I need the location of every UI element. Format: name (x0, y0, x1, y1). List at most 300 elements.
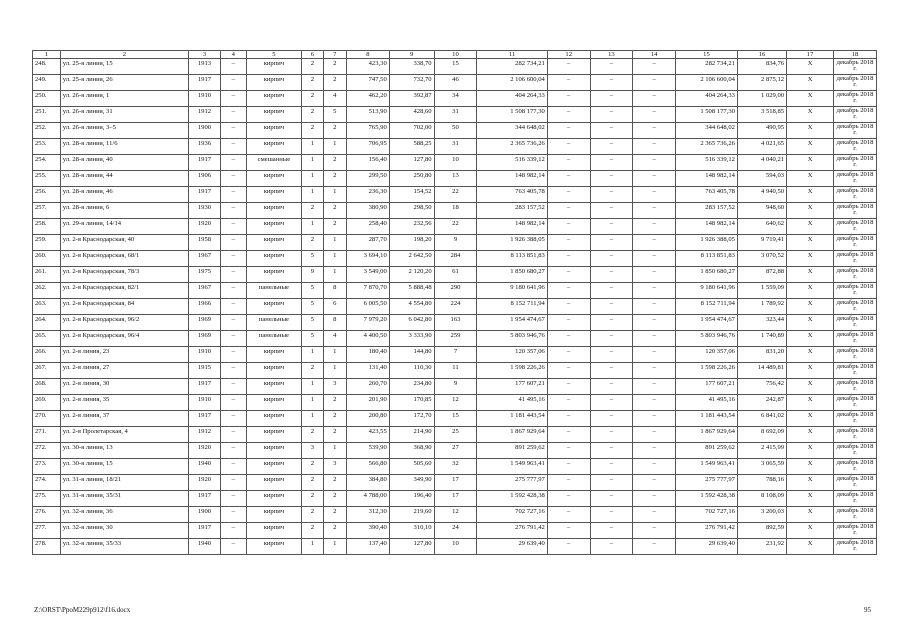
cell-living-area: 310,10 (389, 523, 434, 539)
cell-col-14: – (633, 187, 676, 203)
cell-address: ул. 31-я линия, 18/21 (60, 475, 188, 491)
cell-floors: 2 (302, 203, 323, 219)
cell-col-14: – (633, 475, 676, 491)
cell-floors: 1 (302, 171, 323, 187)
cell-col-4: – (221, 91, 247, 107)
cell-cost-total: 275 777,97 (675, 475, 737, 491)
cell-completion-date: декабрь 2018 г. (834, 491, 877, 507)
cell-col-12: – (547, 59, 590, 75)
cell-col-13: – (590, 219, 633, 235)
cell-wall-material: кирпич (246, 235, 302, 251)
cell-cost-total: 177 607,21 (675, 379, 737, 395)
cell-entrances: 2 (323, 395, 347, 411)
cell-col-13: – (590, 299, 633, 315)
column-header: 4 (221, 51, 247, 59)
cell-col-13: – (590, 475, 633, 491)
cell-col-12: – (547, 91, 590, 107)
cell-completion-date: декабрь 2018 г. (834, 507, 877, 523)
cell-entrances: 1 (323, 363, 347, 379)
cell-entrances: 6 (323, 299, 347, 315)
column-header: 15 (675, 51, 737, 59)
cell-entrances: 1 (323, 347, 347, 363)
cell-floors: 1 (302, 139, 323, 155)
cell-completion-date: декабрь 2018 г. (834, 107, 877, 123)
cell-total-cost: 120 357,06 (477, 347, 548, 363)
cell-year-built: 1917 (188, 523, 220, 539)
table-row (33, 123, 877, 139)
table-row (33, 139, 877, 155)
cell-entrances: 2 (323, 523, 347, 539)
table-row (33, 203, 877, 219)
cell-entrances: 2 (323, 491, 347, 507)
cell-living-area: 505,60 (389, 459, 434, 475)
table-row (33, 363, 877, 379)
cell-residents: 9 (434, 235, 477, 251)
cell-cost-per-sqm: 323,44 (737, 315, 786, 331)
cell-living-area: 172,70 (389, 411, 434, 427)
table-row (33, 155, 877, 171)
cell-col-12: – (547, 139, 590, 155)
cell-row-number: 276. (33, 507, 61, 523)
cell-total-area: 287,70 (347, 235, 390, 251)
column-header: 9 (389, 51, 434, 59)
cell-total-area: 260,70 (347, 379, 390, 395)
cell-cost-per-sqm: 1 789,92 (737, 299, 786, 315)
cell-total-area: 131,40 (347, 363, 390, 379)
cell-living-area: 428,60 (389, 107, 434, 123)
cell-total-cost: 148 982,14 (477, 171, 548, 187)
cell-col-13: – (590, 75, 633, 91)
cell-col-4: – (221, 299, 247, 315)
cell-total-cost: 1 549 963,41 (477, 459, 548, 475)
cell-col-14: – (633, 443, 676, 459)
cell-cost-total: 120 357,06 (675, 347, 737, 363)
cell-living-area: 338,70 (389, 59, 434, 75)
cell-col-14: – (633, 379, 676, 395)
cell-total-area: 539,90 (347, 443, 390, 459)
cell-residents: 284 (434, 251, 477, 267)
cell-year-built: 1966 (188, 299, 220, 315)
cell-row-number: 277. (33, 523, 61, 539)
cell-residents: 259 (434, 331, 477, 347)
cell-total-cost: 276 791,42 (477, 523, 548, 539)
cell-wall-material: кирпич (246, 203, 302, 219)
cell-living-area: 196,40 (389, 491, 434, 507)
cell-col-12: – (547, 267, 590, 283)
cell-year-built: 1900 (188, 123, 220, 139)
cell-entrances: 1 (323, 139, 347, 155)
cell-address: ул. 25-я линия, 26 (60, 75, 188, 91)
cell-year-built: 1915 (188, 363, 220, 379)
cell-col-4: – (221, 363, 247, 379)
cell-total-cost: 8 152 711,94 (477, 299, 548, 315)
cell-col-13: – (590, 459, 633, 475)
column-header: 1 (33, 51, 61, 59)
cell-total-area: 4 400,50 (347, 331, 390, 347)
cell-cost-per-sqm: 788,16 (737, 475, 786, 491)
cell-address: ул. 31-я линия, 35/31 (60, 491, 188, 507)
cell-row-number: 249. (33, 75, 61, 91)
table-row (33, 187, 877, 203)
cell-total-cost: 283 157,52 (477, 203, 548, 219)
cell-cost-per-sqm: 9 719,41 (737, 235, 786, 251)
cell-mark: X (787, 171, 834, 187)
cell-wall-material: кирпич (246, 539, 302, 555)
cell-cost-per-sqm: 8 108,09 (737, 491, 786, 507)
cell-col-4: – (221, 475, 247, 491)
cell-year-built: 1920 (188, 219, 220, 235)
cell-address: ул. 2-я линия, 30 (60, 379, 188, 395)
cell-cost-total: 1 508 177,30 (675, 107, 737, 123)
cell-floors: 2 (302, 507, 323, 523)
cell-floors: 1 (302, 539, 323, 555)
cell-total-cost: 702 727,16 (477, 507, 548, 523)
cell-wall-material: кирпич (246, 171, 302, 187)
cell-cost-per-sqm: 4 940,50 (737, 187, 786, 203)
cell-total-area: 4 788,00 (347, 491, 390, 507)
cell-residents: 12 (434, 395, 477, 411)
cell-row-number: 252. (33, 123, 61, 139)
cell-row-number: 254. (33, 155, 61, 171)
cell-wall-material: кирпич (246, 459, 302, 475)
cell-residents: 7 (434, 347, 477, 363)
cell-mark: X (787, 219, 834, 235)
cell-living-area: 298,50 (389, 203, 434, 219)
cell-col-4: – (221, 203, 247, 219)
cell-wall-material: кирпич (246, 107, 302, 123)
cell-col-14: – (633, 155, 676, 171)
cell-cost-total: 282 734,21 (675, 59, 737, 75)
cell-living-area: 144,80 (389, 347, 434, 363)
cell-total-cost: 9 180 641,96 (477, 283, 548, 299)
cell-total-area: 513,90 (347, 107, 390, 123)
column-header: 18 (834, 51, 877, 59)
cell-row-number: 259. (33, 235, 61, 251)
cell-col-13: – (590, 283, 633, 299)
cell-total-cost: 148 982,14 (477, 219, 548, 235)
cell-year-built: 1958 (188, 235, 220, 251)
cell-total-cost: 404 264,33 (477, 91, 548, 107)
cell-living-area: 588,25 (389, 139, 434, 155)
column-header: 17 (787, 51, 834, 59)
cell-col-14: – (633, 395, 676, 411)
cell-total-area: 180,40 (347, 347, 390, 363)
cell-wall-material: кирпич (246, 139, 302, 155)
cell-completion-date: декабрь 2018 г. (834, 251, 877, 267)
cell-residents: 10 (434, 155, 477, 171)
cell-wall-material: кирпич (246, 267, 302, 283)
cell-cost-total: 344 648,02 (675, 123, 737, 139)
cell-row-number: 248. (33, 59, 61, 75)
cell-total-cost: 763 405,78 (477, 187, 548, 203)
cell-col-14: – (633, 459, 676, 475)
cell-col-12: – (547, 427, 590, 443)
cell-col-12: – (547, 315, 590, 331)
cell-cost-total: 148 982,14 (675, 171, 737, 187)
column-header: 13 (590, 51, 633, 59)
cell-completion-date: декабрь 2018 г. (834, 459, 877, 475)
cell-col-13: – (590, 107, 633, 123)
cell-entrances: 2 (323, 171, 347, 187)
cell-entrances: 8 (323, 283, 347, 299)
cell-wall-material: кирпич (246, 299, 302, 315)
cell-mark: X (787, 443, 834, 459)
cell-mark: X (787, 75, 834, 91)
cell-year-built: 1920 (188, 443, 220, 459)
cell-cost-per-sqm: 948,60 (737, 203, 786, 219)
cell-total-cost: 1 592 428,38 (477, 491, 548, 507)
cell-col-13: – (590, 235, 633, 251)
cell-row-number: 267. (33, 363, 61, 379)
cell-completion-date: декабрь 2018 г. (834, 427, 877, 443)
cell-col-13: – (590, 539, 633, 555)
cell-cost-total: 5 803 946,76 (675, 331, 737, 347)
cell-total-area: 299,50 (347, 171, 390, 187)
cell-mark: X (787, 315, 834, 331)
cell-floors: 2 (302, 235, 323, 251)
cell-year-built: 1900 (188, 507, 220, 523)
cell-mark: X (787, 507, 834, 523)
cell-year-built: 1910 (188, 347, 220, 363)
cell-col-4: – (221, 187, 247, 203)
cell-col-13: – (590, 347, 633, 363)
cell-col-14: – (633, 491, 676, 507)
cell-col-12: – (547, 507, 590, 523)
cell-cost-per-sqm: 2 415,99 (737, 443, 786, 459)
cell-total-area: 156,40 (347, 155, 390, 171)
cell-year-built: 1969 (188, 315, 220, 331)
cell-cost-per-sqm: 640,62 (737, 219, 786, 235)
cell-total-cost: 282 734,21 (477, 59, 548, 75)
cell-cost-per-sqm: 892,59 (737, 523, 786, 539)
cell-total-area: 765,90 (347, 123, 390, 139)
cell-mark: X (787, 459, 834, 475)
cell-year-built: 1906 (188, 171, 220, 187)
cell-total-area: 137,40 (347, 539, 390, 555)
cell-completion-date: декабрь 2018 г. (834, 475, 877, 491)
cell-col-14: – (633, 267, 676, 283)
cell-cost-total: 276 791,42 (675, 523, 737, 539)
table-row (33, 75, 877, 91)
cell-col-4: – (221, 251, 247, 267)
cell-col-13: – (590, 331, 633, 347)
cell-completion-date: декабрь 2018 г. (834, 75, 877, 91)
cell-mark: X (787, 59, 834, 75)
cell-completion-date: декабрь 2018 г. (834, 395, 877, 411)
cell-col-13: – (590, 315, 633, 331)
cell-floors: 2 (302, 59, 323, 75)
column-header: 7 (323, 51, 347, 59)
cell-entrances: 2 (323, 59, 347, 75)
cell-mark: X (787, 411, 834, 427)
cell-year-built: 1912 (188, 427, 220, 443)
cell-wall-material: панельные (246, 315, 302, 331)
cell-total-area: 3 549,00 (347, 267, 390, 283)
cell-total-cost: 8 113 851,83 (477, 251, 548, 267)
cell-entrances: 5 (323, 107, 347, 123)
cell-address: ул. 25-я линия, 15 (60, 59, 188, 75)
cell-address: ул. 2-я Краснодарская, 96/4 (60, 331, 188, 347)
cell-completion-date: декабрь 2018 г. (834, 203, 877, 219)
cell-col-14: – (633, 315, 676, 331)
cell-total-cost: 1 867 929,64 (477, 427, 548, 443)
table-row (33, 395, 877, 411)
cell-cost-per-sqm: 872,88 (737, 267, 786, 283)
cell-residents: 15 (434, 59, 477, 75)
cell-row-number: 256. (33, 187, 61, 203)
cell-living-area: 110,30 (389, 363, 434, 379)
cell-year-built: 1910 (188, 91, 220, 107)
cell-total-cost: 1 508 177,30 (477, 107, 548, 123)
cell-cost-total: 29 639,40 (675, 539, 737, 555)
cell-entrances: 4 (323, 331, 347, 347)
cell-col-4: – (221, 155, 247, 171)
cell-row-number: 257. (33, 203, 61, 219)
cell-total-area: 7 870,70 (347, 283, 390, 299)
cell-wall-material: кирпич (246, 91, 302, 107)
cell-total-cost: 41 495,16 (477, 395, 548, 411)
cell-completion-date: декабрь 2018 г. (834, 347, 877, 363)
cell-completion-date: декабрь 2018 г. (834, 363, 877, 379)
cell-living-area: 154,52 (389, 187, 434, 203)
cell-col-14: – (633, 523, 676, 539)
cell-mark: X (787, 491, 834, 507)
cell-wall-material: кирпич (246, 347, 302, 363)
cell-total-cost: 891 259,62 (477, 443, 548, 459)
cell-row-number: 269. (33, 395, 61, 411)
cell-col-14: – (633, 219, 676, 235)
cell-row-number: 260. (33, 251, 61, 267)
table-row (33, 427, 877, 443)
cell-total-area: 7 979,20 (347, 315, 390, 331)
cell-living-area: 214,90 (389, 427, 434, 443)
cell-year-built: 1917 (188, 379, 220, 395)
cell-completion-date: декабрь 2018 г. (834, 187, 877, 203)
cell-total-area: 380,90 (347, 203, 390, 219)
cell-residents: 163 (434, 315, 477, 331)
cell-mark: X (787, 235, 834, 251)
column-header: 11 (477, 51, 548, 59)
cell-year-built: 1920 (188, 475, 220, 491)
table-row (33, 539, 877, 555)
table-row (33, 91, 877, 107)
cell-row-number: 278. (33, 539, 61, 555)
cell-residents: 31 (434, 139, 477, 155)
cell-row-number: 274. (33, 475, 61, 491)
column-header: 16 (737, 51, 786, 59)
cell-col-14: – (633, 507, 676, 523)
cell-col-4: – (221, 107, 247, 123)
cell-cost-per-sqm: 6 841,02 (737, 411, 786, 427)
cell-col-4: – (221, 539, 247, 555)
cell-row-number: 272. (33, 443, 61, 459)
cell-cost-per-sqm: 490,95 (737, 123, 786, 139)
cell-row-number: 263. (33, 299, 61, 315)
cell-cost-per-sqm: 3 200,03 (737, 507, 786, 523)
cell-residents: 9 (434, 379, 477, 395)
column-header: 6 (302, 51, 323, 59)
cell-living-area: 2 642,50 (389, 251, 434, 267)
cell-col-12: – (547, 299, 590, 315)
page-number: 95 (864, 606, 871, 614)
cell-living-area: 6 042,80 (389, 315, 434, 331)
cell-floors: 5 (302, 283, 323, 299)
cell-col-13: – (590, 59, 633, 75)
cell-col-12: – (547, 347, 590, 363)
cell-entrances: 3 (323, 459, 347, 475)
cell-entrances: 1 (323, 267, 347, 283)
cell-col-4: – (221, 459, 247, 475)
cell-col-12: – (547, 491, 590, 507)
cell-row-number: 270. (33, 411, 61, 427)
cell-col-14: – (633, 75, 676, 91)
cell-residents: 10 (434, 539, 477, 555)
cell-residents: 17 (434, 491, 477, 507)
cell-living-area: 702,00 (389, 123, 434, 139)
table-row (33, 443, 877, 459)
cell-total-area: 706,95 (347, 139, 390, 155)
cell-floors: 9 (302, 267, 323, 283)
cell-floors: 2 (302, 75, 323, 91)
cell-col-13: – (590, 91, 633, 107)
cell-wall-material: кирпич (246, 187, 302, 203)
cell-floors: 3 (302, 443, 323, 459)
cell-mark: X (787, 363, 834, 379)
cell-mark: X (787, 539, 834, 555)
cell-total-area: 312,30 (347, 507, 390, 523)
cell-col-12: – (547, 539, 590, 555)
cell-address: ул. 2-я Краснодарская, 82/1 (60, 283, 188, 299)
cell-total-cost: 1 850 680,27 (477, 267, 548, 283)
cell-floors: 1 (302, 187, 323, 203)
cell-col-4: – (221, 267, 247, 283)
cell-cost-total: 283 157,52 (675, 203, 737, 219)
cell-wall-material: кирпич (246, 411, 302, 427)
cell-address: ул. 28-я линия, 11/6 (60, 139, 188, 155)
cell-cost-per-sqm: 1 740,89 (737, 331, 786, 347)
cell-row-number: 271. (33, 427, 61, 443)
cell-col-12: – (547, 155, 590, 171)
cell-wall-material: панельные (246, 331, 302, 347)
cell-mark: X (787, 475, 834, 491)
cell-col-13: – (590, 267, 633, 283)
cell-cost-per-sqm: 3 518,85 (737, 107, 786, 123)
cell-residents: 27 (434, 443, 477, 459)
cell-year-built: 1967 (188, 283, 220, 299)
cell-entrances: 2 (323, 219, 347, 235)
cell-year-built: 1975 (188, 267, 220, 283)
cell-total-area: 200,80 (347, 411, 390, 427)
cell-floors: 2 (302, 107, 323, 123)
cell-col-4: – (221, 171, 247, 187)
cell-entrances: 2 (323, 411, 347, 427)
cell-mark: X (787, 395, 834, 411)
cell-completion-date: декабрь 2018 г. (834, 411, 877, 427)
document-table-container (32, 50, 877, 555)
cell-cost-per-sqm: 3 065,59 (737, 459, 786, 475)
cell-mark: X (787, 123, 834, 139)
cell-total-cost: 2 365 736,26 (477, 139, 548, 155)
cell-total-cost: 2 106 600,04 (477, 75, 548, 91)
cell-col-4: – (221, 347, 247, 363)
cell-completion-date: декабрь 2018 г. (834, 443, 877, 459)
table-row (33, 459, 877, 475)
cell-living-area: 198,20 (389, 235, 434, 251)
table-row (33, 283, 877, 299)
cell-total-area: 201,90 (347, 395, 390, 411)
cell-address: ул. 2-я линия, 23 (60, 347, 188, 363)
cell-mark: X (787, 283, 834, 299)
